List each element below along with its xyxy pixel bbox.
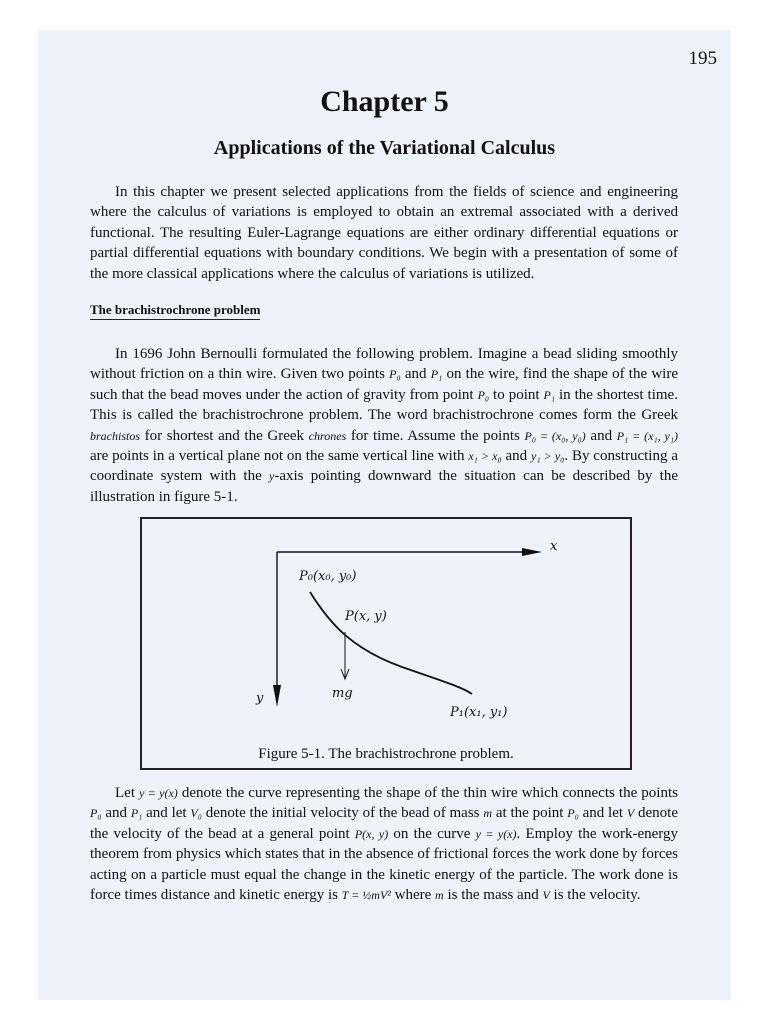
intro-paragraph: In this chapter we present selected applications from the fields of science and engineering where the calculus of variations is employed to obtain an extremal associated with a derived functional. The resulting Euler-Lagrange equations are either ordinary differential equations or partial differential equations with boundary conditions. We begin with a presentation of some of the more classical applications where the calculus of variations is utilized. (90, 184, 678, 282)
math-curve: y = y(x) (139, 786, 178, 800)
math-kinetic-energy: T = ½mV² (341, 888, 391, 903)
math-p0: P₀ (477, 387, 490, 402)
text-run: and let (142, 805, 191, 822)
text-run: for time. Assume the points (346, 427, 525, 444)
text-run: and (585, 427, 617, 444)
p1-label: P₁(x₁, y₁) (450, 705, 508, 720)
p-label: P(x, y) (345, 609, 387, 624)
math-m: m (483, 806, 492, 821)
math-p0: P₀ (90, 806, 102, 821)
math-v0: V₀ (190, 806, 202, 821)
chapter-subtitle: Applications of the Variational Calculus (213, 137, 556, 159)
math-y-inequality: y₁ > y₀ (531, 449, 565, 464)
x-axis-arrowhead (522, 548, 542, 556)
mg-label: mg (332, 686, 353, 701)
greek-word-chrones: chrones (308, 428, 347, 443)
y-axis-arrowhead (273, 685, 281, 707)
section-heading: The brachistrochrone problem (90, 302, 260, 320)
brachistochrone-diagram (142, 519, 630, 768)
text-run: denote the curve representing the shape of the thin wire which connects the points (177, 785, 678, 801)
x-axis-label: x (550, 539, 558, 554)
math-v: V (542, 888, 550, 903)
math-pxy: P(x, y) (354, 826, 389, 841)
text-run: denote the initial velocity of the bead of mass (201, 805, 484, 822)
figure-5-1 (140, 517, 632, 770)
text-run: and (101, 805, 131, 822)
text-run: on the wire, find the shape of the wire such that the bead moves under the action of gravity from point (90, 366, 678, 403)
page-number: 195 (688, 48, 717, 69)
figure-caption: Figure 5-1. The brachistrochrone problem. (258, 746, 514, 762)
text-run: and (400, 366, 431, 383)
text-run: . By constructing a coordinate system with the (90, 448, 678, 485)
y-axis-label: y (256, 691, 264, 706)
math-p1: P₁ (130, 806, 143, 821)
text-run: on the curve (388, 825, 476, 842)
text-run: and (501, 448, 532, 465)
math-y: y (269, 469, 275, 484)
text-run: -axis pointing downward the situation can be described by the illustration in figure 5-1. (90, 468, 678, 505)
math-p0: P₀ (389, 367, 401, 382)
text-run: is the mass and (443, 887, 543, 904)
text-run: for shortest and the Greek (140, 427, 309, 444)
math-curve: y = y(x) (475, 826, 517, 841)
math-v: V (626, 806, 635, 821)
chapter-title: Chapter 5 (320, 85, 449, 118)
math-m: m (435, 888, 444, 903)
text-run: in the shortest time. This is called the brachistrochrone problem. The word brachistrochrone comes form the Greek (90, 386, 678, 424)
work-energy-paragraph (90, 783, 678, 905)
text-run: Let (115, 785, 140, 801)
math-p1-coords: P₁ = (x₁, y₁) (616, 428, 679, 443)
text-run: . Employ the work-energy theorem from physics which states that in the absence of frictional forces the work done by forces acting on a particle must equal the change in the kinetic energy of the particle. The work done is force times distance and kinetic energy is (90, 825, 679, 904)
bernoulli-paragraph (90, 344, 678, 507)
math-p1: P₁ (543, 387, 556, 402)
greek-word-brachistos: brachistos (90, 428, 141, 443)
text-run: In 1696 John Bernoulli formulated the following problem. Imagine a bead sliding smoothly without friction on a thin wire. Given two points (90, 346, 678, 383)
text-run: denote the velocity of the bead at a general point (90, 805, 678, 842)
text-run: is the velocity. (549, 887, 641, 904)
p0-label: P₀(x₀, y₀) (299, 569, 357, 584)
text-run: to point (489, 386, 544, 403)
math-p0: P₀ (567, 806, 579, 821)
math-p0-coords: P₀ = (x₀, y₀) (524, 428, 586, 443)
math-p1: P₁ (430, 367, 443, 382)
wire-curve (310, 592, 472, 694)
book-page (38, 30, 731, 1000)
text-run: and let (578, 805, 627, 822)
text-run: at the point (492, 805, 568, 822)
math-x-inequality: x₁ > x₀ (468, 449, 502, 464)
text-run: where (390, 887, 436, 904)
text-run: are points in a vertical plane not on the same vertical line with (90, 448, 469, 465)
